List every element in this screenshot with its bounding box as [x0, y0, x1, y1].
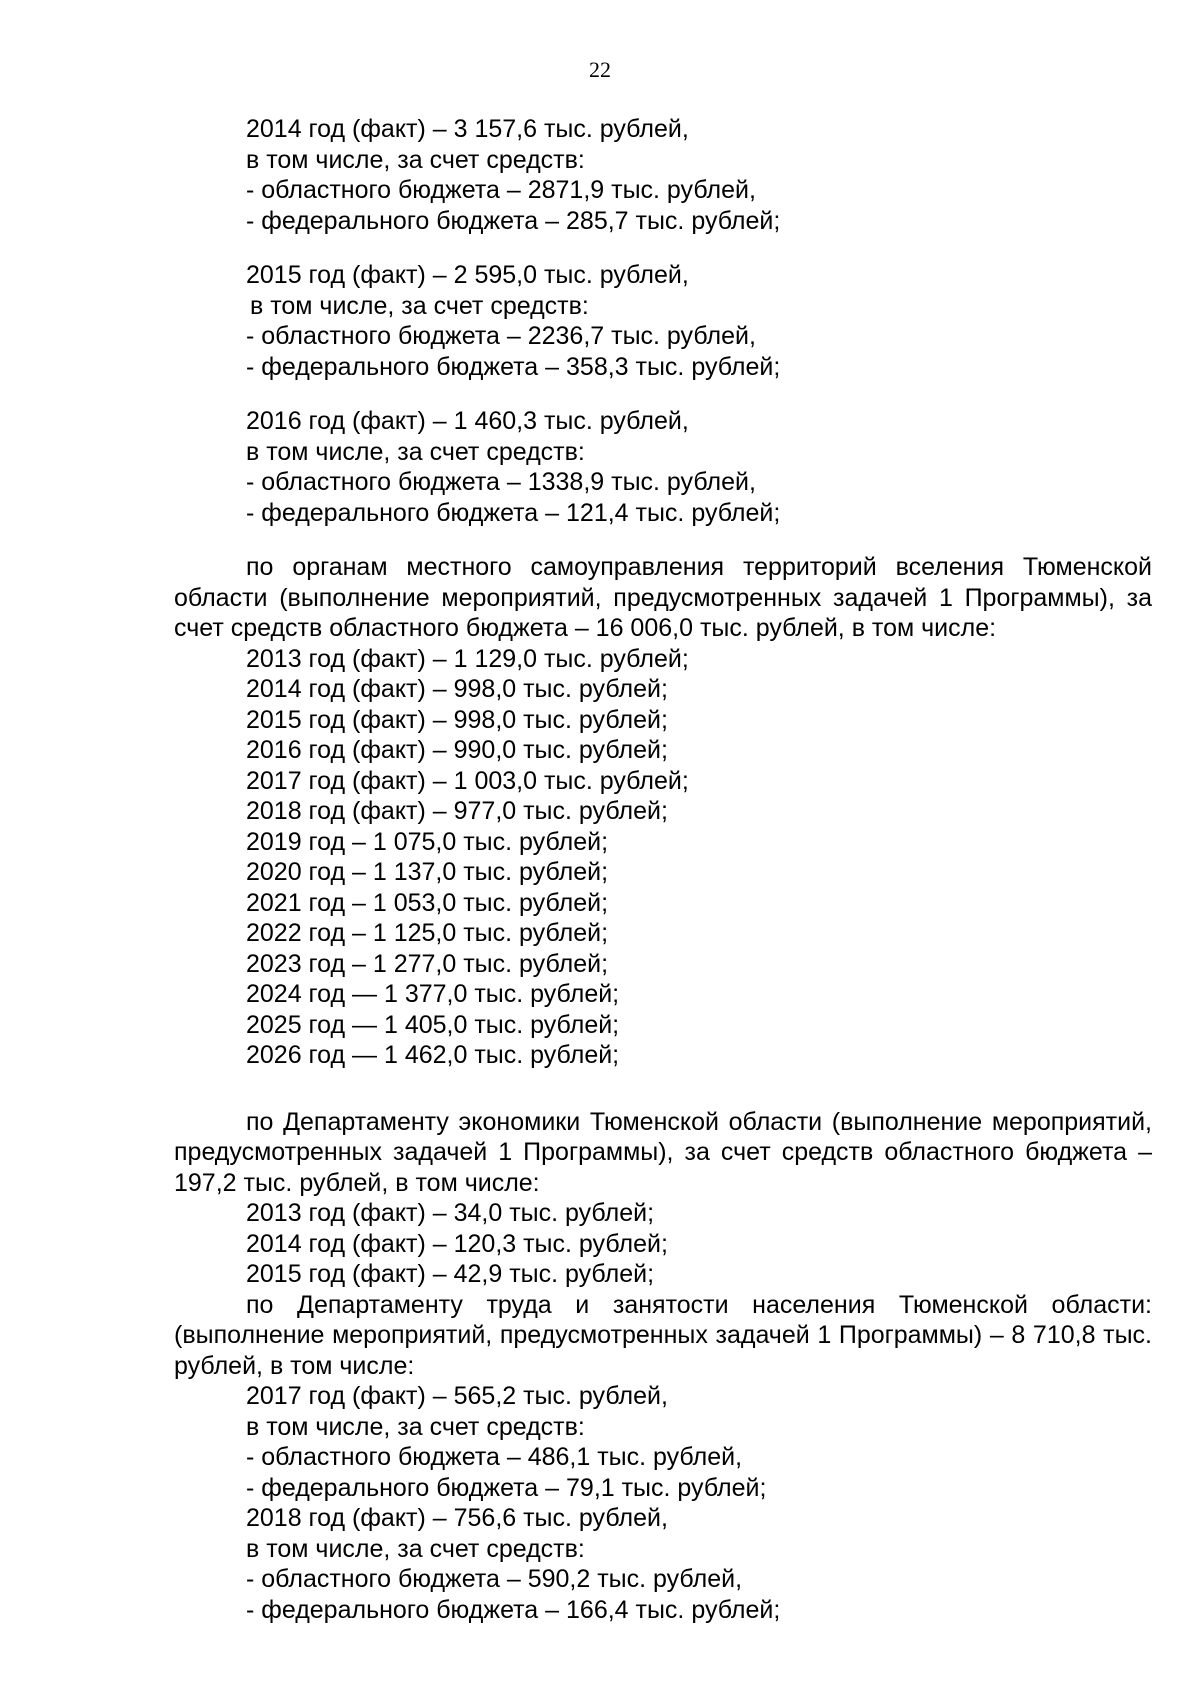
year-line: 2019 год – 1 075,0 тыс. рублей; [246, 827, 609, 856]
year-line: 2014 год (факт) – 998,0 тыс. рублей; [246, 675, 668, 703]
year-total-line: 2015 год (факт) – 2 595,0 тыс. рублей, [246, 261, 689, 289]
local-government-paragraph: по органам местного самоуправления территорий вселения Тюменской области (выполнение мероприятий, предусмотренных задачей 1 Программы), за счет средств областного бюджета – 16 006,0 тыс. рублей, в том числе: [174, 553, 1152, 642]
year-total-line: 2017 год (факт) – 565,2 тыс. рублей, [246, 1382, 668, 1410]
year-total-line: 2014 год (факт) – 3 157,6 тыс. рублей, [246, 115, 689, 143]
year-line: 2015 год (факт) – 42,9 тыс. рублей; [246, 1260, 655, 1288]
year-total-line: 2016 год (факт) – 1 460,3 тыс. рублей, [246, 407, 689, 435]
funding-block-2015 [174, 260, 1152, 382]
page-number: 22 [589, 57, 611, 82]
federal-budget-line: - федерального бюджета – 79,1 тыс. рублей; [246, 1473, 767, 1502]
year-line: 2025 год — 1 405,0 тыс. рублей; [246, 1010, 620, 1039]
year-line: 2023 год – 1 277,0 тыс. рублей; [246, 949, 609, 978]
year-line: 2017 год (факт) – 1 003,0 тыс. рублей; [246, 766, 689, 795]
year-line: 2022 год – 1 125,0 тыс. рублей; [246, 919, 609, 947]
funding-block-2014 [174, 114, 1152, 236]
year-line: 2026 год — 1 462,0 тыс. рублей; [246, 1041, 620, 1069]
year-line: 2021 год – 1 053,0 тыс. рублей; [246, 888, 609, 917]
year-line: 2018 год (факт) – 977,0 тыс. рублей; [246, 797, 668, 825]
year-line: 2013 год (факт) – 34,0 тыс. рублей; [246, 1199, 655, 1227]
including-line: в том числе, за счет средств: [246, 437, 585, 466]
regional-budget-line: - областного бюджета – 590,2 тыс. рублей, [246, 1565, 743, 1593]
federal-budget-line: - федерального бюджета – 166,4 тыс. рублей; [246, 1595, 781, 1624]
including-line: в том числе, за счет средств: [246, 1412, 585, 1441]
funding-block-2018 [174, 1503, 1152, 1625]
year-total-line: 2018 год (факт) – 756,6 тыс. рублей, [246, 1504, 668, 1532]
including-line: в том числе, за счет средств: [246, 145, 585, 174]
local-government-years [174, 644, 1152, 1071]
year-line: 2024 год — 1 377,0 тыс. рублей; [246, 980, 620, 1008]
regional-budget-line: - областного бюджета – 2871,9 тыс. рублей, [246, 176, 756, 204]
year-line: 2020 год – 1 137,0 тыс. рублей; [246, 858, 609, 886]
including-line: в том числе, за счет средств: [246, 1534, 585, 1563]
regional-budget-line: - областного бюджета – 486,1 тыс. рублей, [246, 1443, 743, 1471]
document-body [174, 114, 1152, 1625]
year-line: 2013 год (факт) – 1 129,0 тыс. рублей; [246, 644, 689, 673]
federal-budget-line: - федерального бюджета – 285,7 тыс. рублей; [246, 206, 781, 235]
federal-budget-line: - федерального бюджета – 121,4 тыс. рублей; [246, 498, 781, 527]
funding-block-2017 [174, 1381, 1152, 1503]
year-line: 2014 год (факт) – 120,3 тыс. рублей; [246, 1229, 668, 1258]
economy-department-paragraph: по Департаменту экономики Тюменской области (выполнение мероприятий, предусмотренных задачей 1 Программы), за счет средств областного бюджета – 197,2 тыс. рублей, в том числе: [174, 1107, 1152, 1197]
regional-budget-line: - областного бюджета – 2236,7 тыс. рублей, [246, 322, 756, 350]
year-line: 2016 год (факт) – 990,0 тыс. рублей; [246, 736, 668, 764]
labor-department-paragraph: по Департаменту труда и занятости населения Тюменской области: (выполнение мероприятий, предусмотренных задачей 1 Программы) – 8 710,8 тыс. рублей, в том числе: [174, 1290, 1152, 1380]
including-line: в том числе, за счет средств: [250, 291, 589, 320]
funding-block-2016 [174, 406, 1152, 528]
regional-budget-line: - областного бюджета – 1338,9 тыс. рублей, [246, 468, 756, 496]
economy-department-years [174, 1198, 1152, 1290]
year-line: 2015 год (факт) – 998,0 тыс. рублей; [246, 705, 668, 734]
federal-budget-line: - федерального бюджета – 358,3 тыс. рублей; [246, 352, 781, 381]
